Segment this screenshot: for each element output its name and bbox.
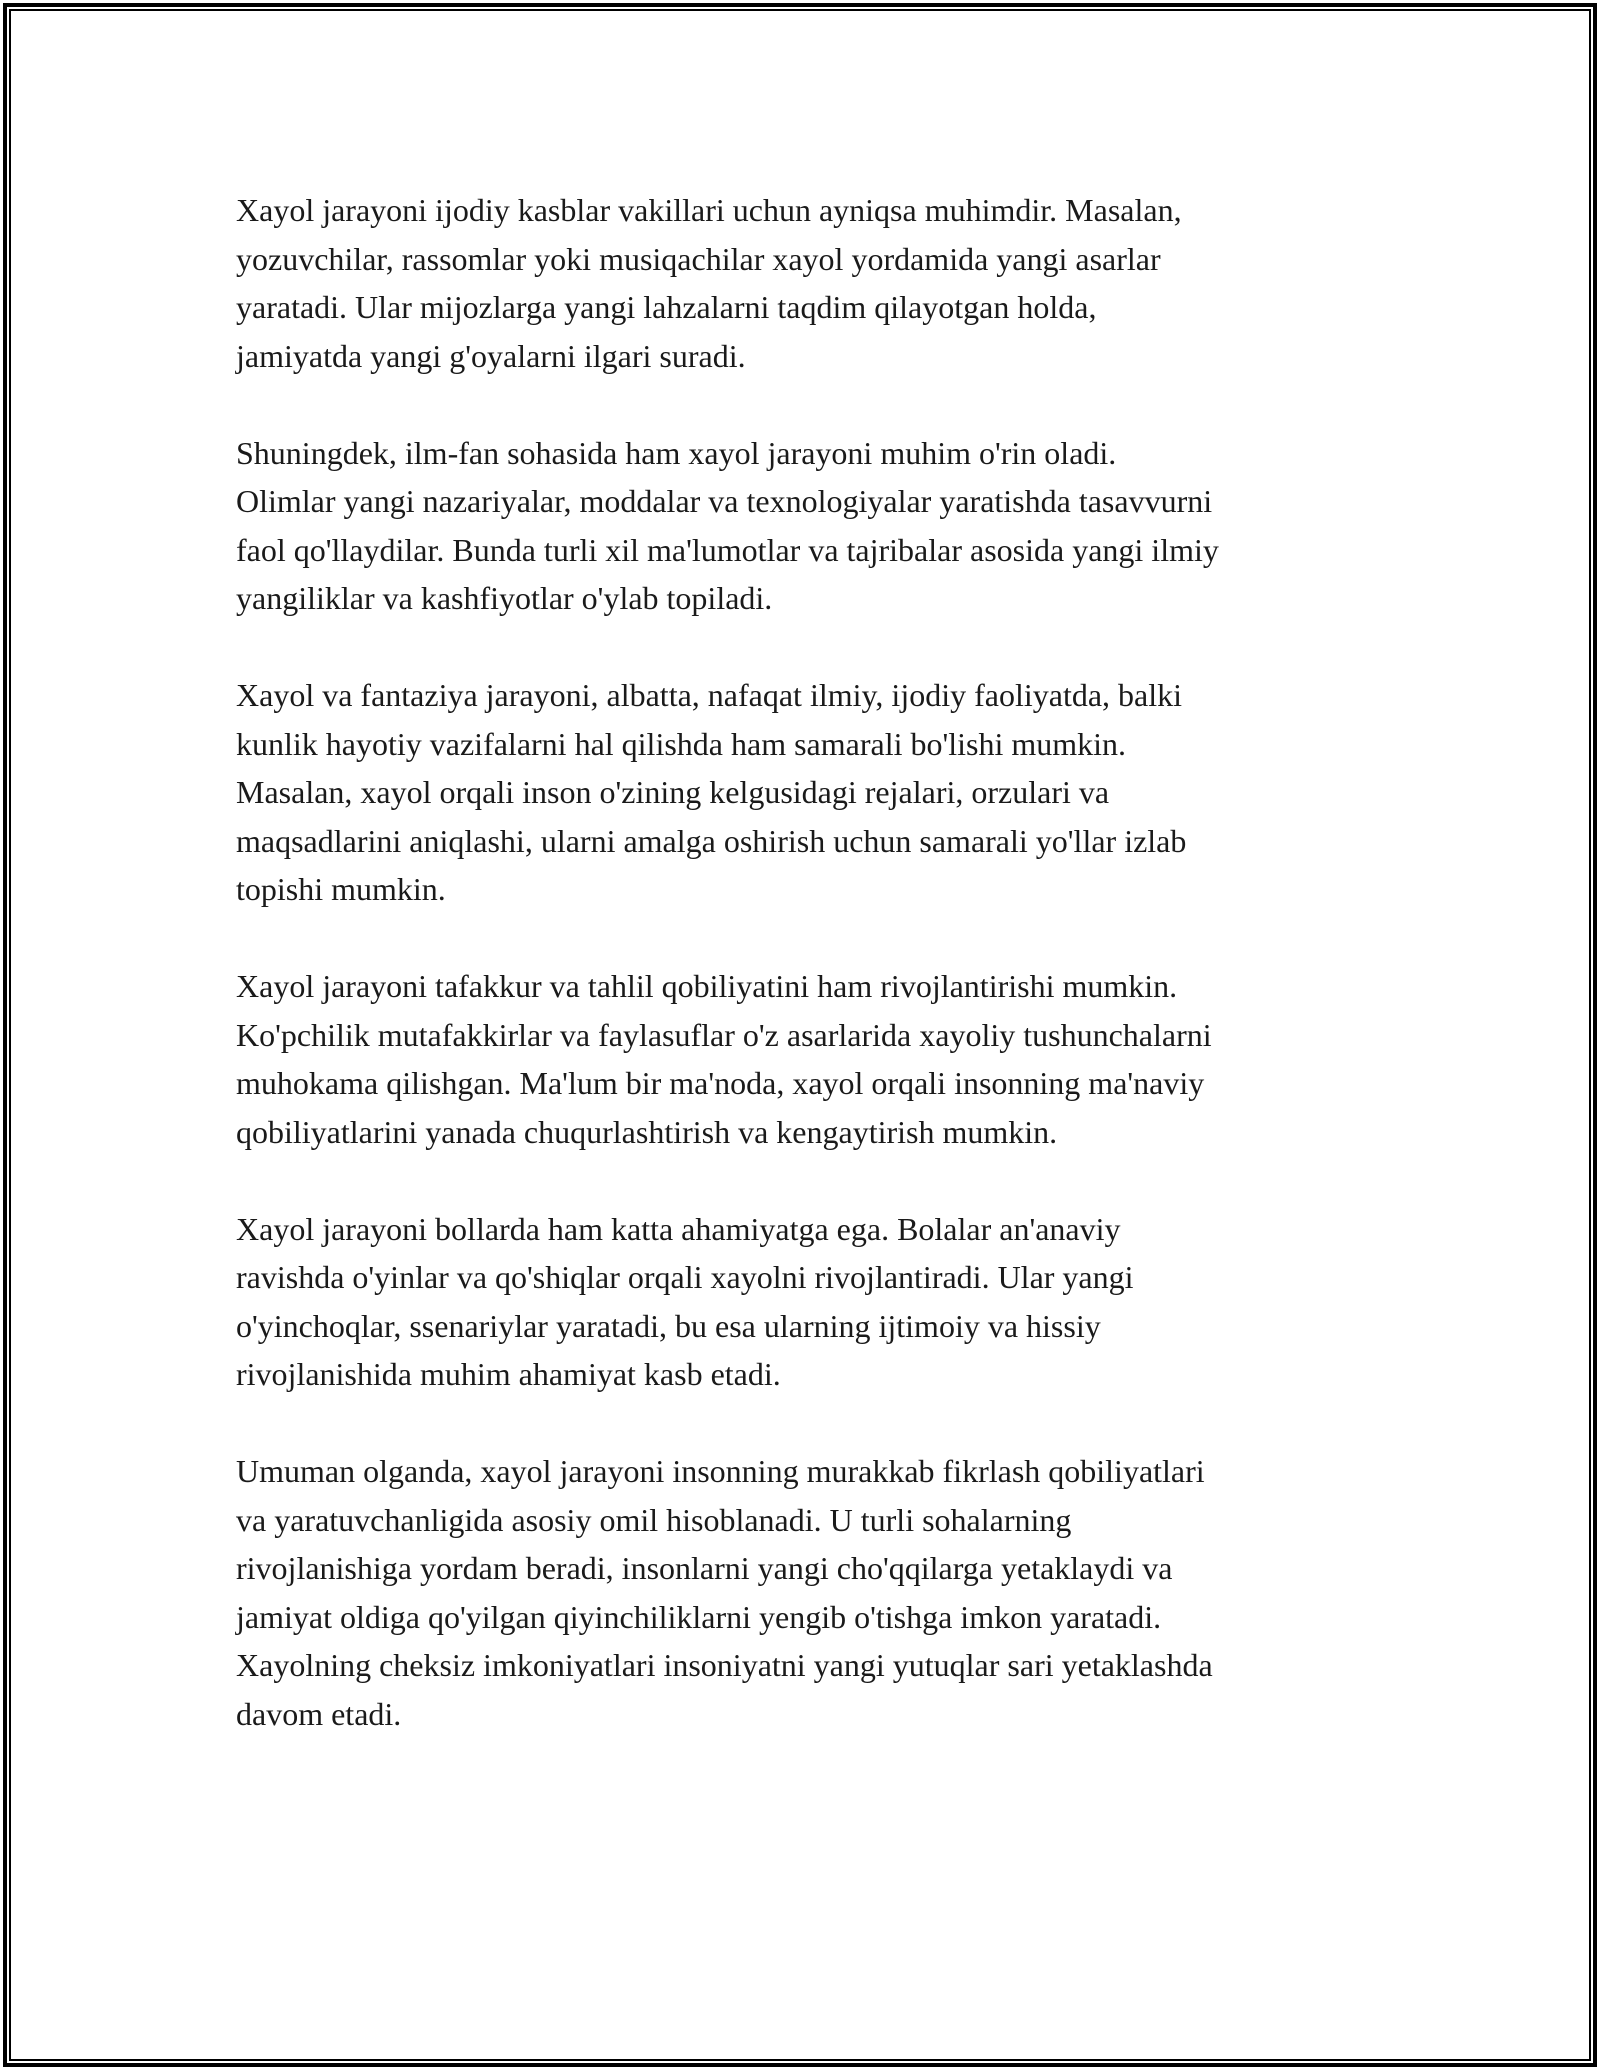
paragraph-4: Xayol jarayoni tafakkur va tahlil qobiliyatini ham rivojlantirishi mumkin. Ko'pchilik mutafakkirlar va faylasuflar o'z asarlarida xayoliy tushunchalarni muhokama qilishgan. Ma'lum bir ma'noda, xayol orqali insonning ma'naviy qobiliyatlarini yanada chuqurlashtirish va kengaytirish mumkin. [236,968,1212,1150]
paragraph-3: Xayol va fantaziya jarayoni, albatta, nafaqat ilmiy, ijodiy faoliyatda, balki kunlik hayotiy vazifalarni hal qilishda ham samarali bo'lishi mumkin. Masalan, xayol orqali inson o'zining kelgusidagi rejalari, orzulari va maqsadlarini aniqlashi, ularni amalga oshirish uchun samarali yo'llar izlab topishi mumkin. [236,677,1187,907]
document-body [236,186,1366,1787]
paragraph-1: Xayol jarayoni ijodiy kasblar vakillari uchun ayniqsa muhimdir. Masalan, yozuvchilar, rassomlar yoki musiqachilar xayol yordamida yangi asarlar yaratadi. Ular mijozlarga yangi lahzalarni taqdim qilayotgan holda, jamiyatda yangi g'oyalarni ilgari suradi. [236,192,1182,374]
paragraph-5: Xayol jarayoni bollarda ham katta ahamiyatga ega. Bolalar an'anaviy ravishda o'yinlar va qo'shiqlar orqali xayolni rivojlantiradi. Ular yangi o'yinchoqlar, ssenariylar yaratadi, bu esa ularning ijtimoiy va hissiy rivojlanishida muhim ahamiyat kasb etadi. [236,1210,1134,1392]
paragraph-6: Umuman olganda, xayol jarayoni insonning murakkab fikrlash qobiliyatlari va yaratuvchanligida asosiy omil hisoblanadi. U turli sohalarning rivojlanishiga yordam beradi, insonlarni yangi cho'qqilarga yetaklaydi va jamiyat oldiga qo'yilgan qiyinchiliklarni yengib o'tishga imkon yaratadi. Xayolning cheksiz imkoniyatlari insoniyatni yangi yutuqlar sari yetaklashda davom etadi. [236,1453,1213,1732]
paragraph-2: Shuningdek, ilm-fan sohasida ham xayol jarayoni muhim o'rin oladi. Olimlar yangi nazariyalar, moddalar va texnologiyalar yaratishda tasavvurni faol qo'llaydilar. Bunda turli xil ma'lumotlar va tajribalar asosida yangi ilmiy yangiliklar va kashfiyotlar o'ylab topiladi. [236,434,1219,616]
